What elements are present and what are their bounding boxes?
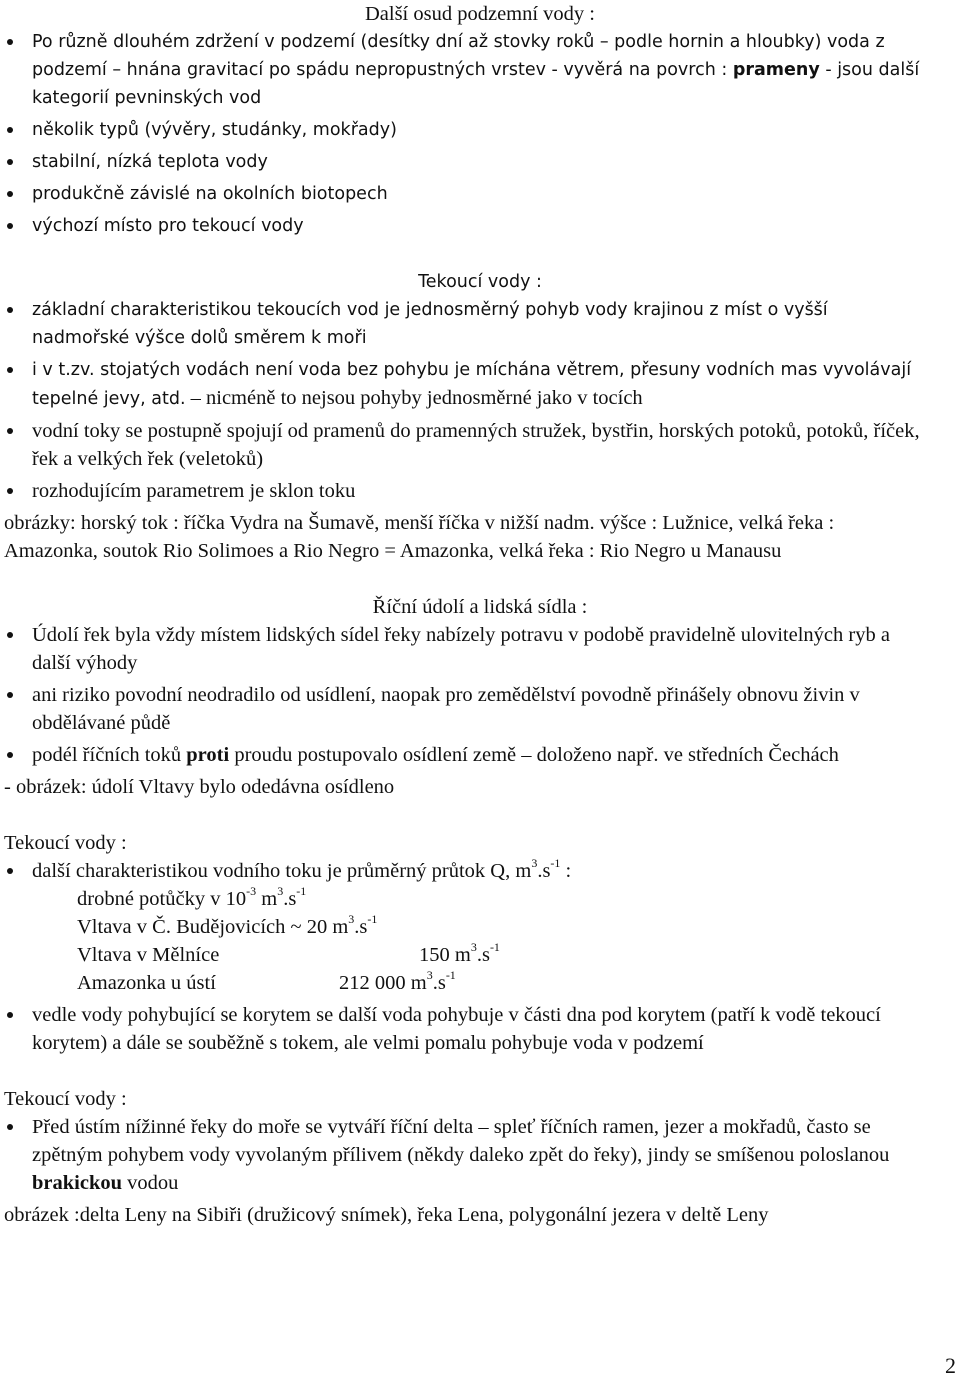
list-item: rozhodujícím parametrem je sklon toku	[0, 477, 960, 505]
list-item: stabilní, nízká teplota vody	[0, 148, 960, 176]
bold-term: brakickou	[32, 1172, 122, 1194]
flow-table	[77, 885, 924, 997]
flow-row: Vltava v Č. Budějovicích ~ 20 $m^3.s^{-1}$	[77, 912, 378, 938]
section4-list	[0, 857, 960, 1057]
images-note: obrázky: horský tok : říčka Vydra na Šumavě, menší říčka v nižší nadm. výšce : Lužnice, velká řeka : Amazonka, soutok Rio Solimoes a Rio Negro = Amazonka, velká řeka : Rio Negro u Manausu	[4, 512, 835, 562]
bold-term: proti	[186, 744, 230, 766]
section-title-tekouci-vody: Tekoucí vody :	[418, 272, 542, 292]
list-item: výchozí místo pro tekoucí vody	[0, 212, 960, 240]
section-title-tekouci-vody-2: Tekoucí vody :	[4, 832, 127, 854]
list-item: i v t.zv. stojatých vodách není voda bez pohybu je míchána větrem, přesuny vodních mas vyvolávají tepelné jevy, atd. – nicméně to nejsou pohyby jednosměrné jako v tocích	[0, 356, 960, 413]
section5-list	[0, 1113, 960, 1197]
list-item: podél říčních toků proti proudu postupovalo osídlení země – doloženo např. ve středních Čechách	[0, 741, 960, 769]
list-item: ani riziko povodní neodradilo od usídlení, naopak pro zemědělství povodně přinášely obnovu živin v obdělávané půdě	[0, 681, 960, 737]
section-title-podzemni-voda: Další osud podzemní vody :	[364, 3, 596, 25]
image-note: obrázek :delta Leny na Sibiři (družicový snímek), řeka Lena, polygonální jezera v deltě Leny	[4, 1204, 769, 1226]
list-item: Údolí řek byla vždy místem lidských sídel řeky nabízely potravu v podobě pravidelně ulovitelných ryb a další výhody	[0, 621, 960, 677]
list-item: Po různě dlouhém zdržení v podzemí (desítky dní až stovky roků – podle hornin a hloubky) voda z podzemí – hnána gravitací po spádu nepropustných vrstev - vyvěrá na povrch : prameny - jsou další kategorií pevninských vod	[0, 28, 960, 112]
bold-term: prameny	[732, 60, 820, 80]
section-title-ricni-udoli: Říční údolí a lidská sídla :	[372, 596, 588, 618]
list-item: Před ústím nížinné řeky do moře se vytváří říční delta – spleť říčních ramen, jezer a mokřadů, často se zpětným pohybem vody vyvolaným přílivem (někdy daleko zpět do řeky), jindy se smíšenou poloslanou brakickou vodou	[0, 1113, 960, 1197]
list-item: několik typů (vývěry, studánky, mokřady)	[0, 116, 960, 144]
section1-list	[0, 28, 960, 240]
flow-row: Vltava v Mělníce 150 $m^3.s^{-1}$	[77, 940, 500, 966]
flow-row: Amazonka u ústí 212 000 $m^3.s^{-1}$	[77, 968, 456, 994]
list-item: vodní toky se postupně spojují od pramenů do pramenných stružek, bystřin, horských potoků, potoků, říček, řek a velkých řek (veletoků)	[0, 417, 960, 473]
list-item: další charakteristikou vodního toku je průměrný průtok Q, $m^3.s^{-1}$ : drobné potůčky v $10^{-3}$ $m^3.s^{-1}$ Vltava v Č. Budějovicích ~ 20 $m^3.s^{-1}$ Vltava v Mělníce 150 $m^3.s^{-1}$ Amazonka u ústí 212 000 $m^3.s^{-1}$	[0, 857, 960, 997]
section3-list	[0, 621, 960, 769]
list-item: základní charakteristikou tekoucích vod je jednosměrný pohyb vody krajinou z míst o vyšší nadmořské výšce dolů směrem k moři	[0, 296, 960, 352]
flow-row: drobné potůčky v $10^{-3}$ $m^3.s^{-1}$	[77, 884, 307, 910]
image-note: - obrázek: údolí Vltavy bylo odedávna osídleno	[4, 776, 395, 798]
list-item: vedle vody pohybující se korytem se další voda pohybuje v části dna pod korytem (patří k vodě tekoucí korytem) a dále se souběžně s tokem, ale velmi pomalu pohybuje voda v podzemí	[0, 1001, 960, 1057]
section2-serif-list	[0, 417, 960, 505]
list-item: produkčně závislé na okolních biotopech	[0, 180, 960, 208]
page-number: 2	[945, 1353, 956, 1378]
section2-list	[0, 296, 960, 413]
section-title-tekouci-vody-3: Tekoucí vody :	[4, 1088, 127, 1110]
